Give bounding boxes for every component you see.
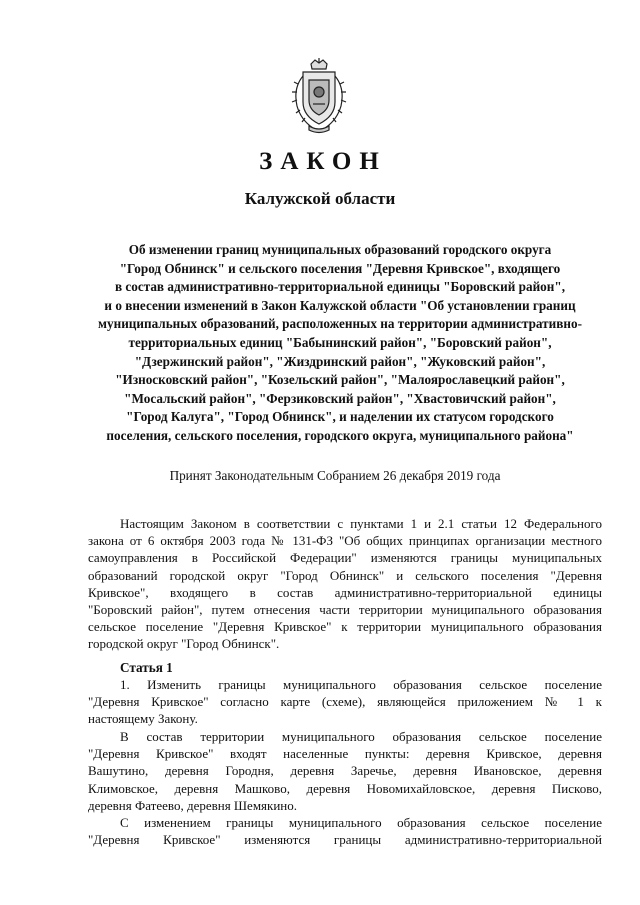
article-line: Вашутино, деревня Городня, деревня Заречье, деревня Ивановское, деревня	[88, 763, 602, 779]
law-title	[70, 241, 610, 446]
preamble-line: городской округ "Город Обнинск".	[88, 636, 280, 652]
article-line: деревня Фатеево, деревня Шемякино.	[88, 797, 298, 813]
law-title-line: и о внесении изменений в Закон Калужской области "Об установлении границ	[104, 297, 576, 313]
document-subtitle: Калужской области	[244, 189, 396, 208]
article-line: С изменением границы муниципального образования сельское поселение	[120, 815, 602, 830]
preamble-paragraph	[88, 515, 602, 653]
preamble-line: сельское поселение "Деревня Кривское" к территории муниципального образования	[88, 619, 602, 635]
preamble-line: образований городской округ "Город Обнинск" и сельского поселения "Деревня	[88, 567, 602, 583]
preamble-line: Настоящим Законом в соответствии с пунктами 1 и 2.1 статьи 12 Федерального	[120, 516, 602, 531]
law-title-line: муниципальных образований, расположенных на территории административно-	[98, 316, 582, 332]
law-title-line: "Мосальский район", "Ферзиковский район", "Хвастовичский район",	[124, 390, 556, 406]
article-paragraph-3	[88, 814, 602, 848]
article-paragraph-1	[88, 676, 602, 728]
preamble-line: закона от 6 октября 2003 года № 131-ФЗ "Об общих принципах организации местного	[88, 533, 602, 549]
law-title-line: "Износковский район", "Козельский район", "Малоярославецкий район",	[115, 372, 565, 388]
article-line: настоящему Закону.	[88, 711, 198, 727]
preamble-line: самоуправления в Российской Федерации" изменяются границы муниципальных	[88, 550, 602, 566]
law-title-line: "Город Обнинск" и сельского поселения "Деревня Кривское", входящего	[119, 260, 561, 276]
article-line: Климовское, деревня Машково, деревня Новомихайловское, деревня Писково,	[88, 780, 602, 796]
article-line: "Деревня Кривское" изменяются границы административно-территориальной	[88, 832, 602, 848]
law-title-line: Об изменении границ муниципальных образований городского округа	[128, 242, 552, 257]
adoption-note: Принят Законодательным Собранием 26 декабря 2019 года	[169, 468, 501, 483]
law-title-line: территориальных единиц "Бабынинский район", "Боровский район",	[128, 334, 552, 350]
article-paragraph-2	[88, 728, 602, 814]
coat-of-arms-icon	[289, 58, 349, 134]
document-title: ЗАКОН	[259, 148, 387, 175]
article-line: В состав территории муниципального образования сельское поселение	[120, 729, 602, 744]
article-line: 1. Изменить границы муниципального образования сельское поселение	[120, 677, 602, 692]
law-title-line: в состав административно-территориальной единицы "Боровский район",	[114, 279, 565, 295]
article-line: "Деревня Кривское" входят населенные пункты: деревня Кривское, деревня	[88, 746, 602, 762]
article-heading: Статья 1	[120, 660, 173, 675]
preamble-line: Кривское", входящего в состав административно-территориальной единицы	[88, 584, 602, 600]
law-title-line: "Город Калуга", "Город Обнинск", и наделении их статусом городского	[126, 409, 554, 425]
law-title-line: поселения, сельского поселения, городского округа, муниципального района"	[106, 427, 574, 443]
preamble-line: "Боровский район", путем отнесения части территории муниципального образования	[88, 602, 602, 618]
law-title-line: "Дзержинский район", "Жиздринский район", "Жуковский район",	[134, 353, 546, 369]
article-line: "Деревня Кривское" согласно карте (схеме), являющейся приложением № 1 к	[88, 694, 602, 710]
